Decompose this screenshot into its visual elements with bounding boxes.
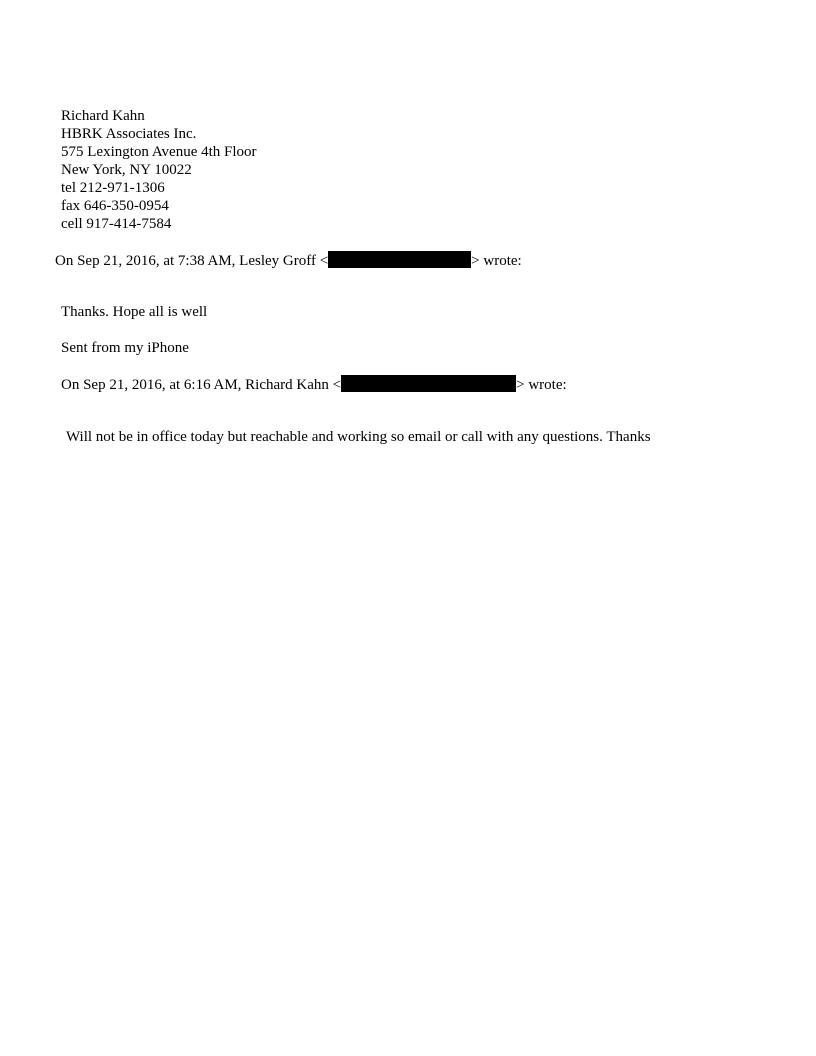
quote-header-1-suffix: > wrote: [471, 253, 522, 269]
signature-company: HBRK Associates Inc. [61, 126, 197, 142]
quote-header-2 [61, 375, 567, 394]
signature-cell: cell 917-414-7584 [61, 216, 172, 232]
redacted-email-1 [328, 251, 471, 268]
reply-body-1: Thanks. Hope all is well [61, 304, 208, 320]
signature-city: New York, NY 10022 [61, 162, 192, 178]
signature-tel: tel 212-971-1306 [61, 180, 165, 196]
sent-from-line: Sent from my iPhone [61, 340, 189, 356]
quote-header-1-prefix: On Sep 21, 2016, at 7:38 AM, Lesley Groff < [55, 253, 329, 269]
signature-name: Richard Kahn [61, 108, 145, 124]
quote-header-2-prefix: On Sep 21, 2016, at 6:16 AM, Richard Kahn < [61, 377, 342, 393]
signature-fax: fax 646-350-0954 [61, 198, 169, 214]
redacted-email-2 [341, 375, 516, 392]
quote-header-2-suffix: > wrote: [516, 377, 567, 393]
quote-header-1 [55, 251, 522, 270]
original-message-body: Will not be in office today but reachable and working so email or call with any questions. Thanks [66, 429, 651, 445]
signature-address: 575 Lexington Avenue 4th Floor [61, 144, 257, 160]
